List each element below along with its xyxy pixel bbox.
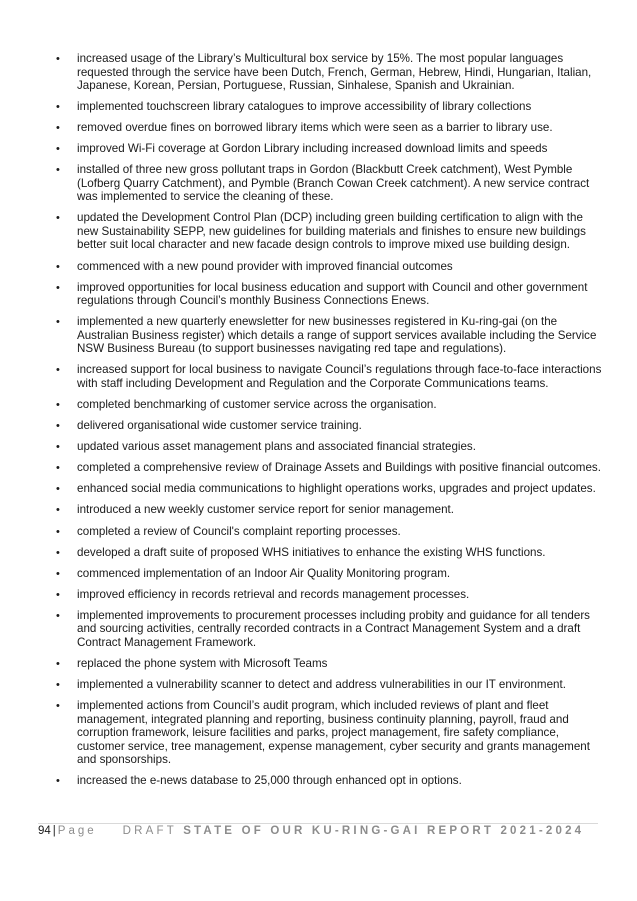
list-item: [50, 398, 605, 412]
list-item: [50, 461, 605, 475]
bullet-icon: •: [56, 316, 60, 329]
list-item-text: increased usage of the Library’s Multicultural box service by 15%. The most popular languages requested through the service have been Dutch, French, German, Hebrew, Hindi, Hungarian, Italian, Japanese, Korean, Persian, Portuguese, Russian, Sinhalese, Spanish and Ukrainian.: [77, 52, 592, 92]
bullet-icon: •: [56, 441, 60, 454]
list-item: [50, 419, 605, 433]
bullet-list: [50, 52, 605, 795]
list-item-text: enhanced social media communications to highlight operations works, upgrades and project updates.: [77, 482, 596, 496]
bullet-icon: •: [56, 53, 60, 65]
report-title: [123, 825, 585, 837]
list-item-text: commenced implementation of an Indoor Air Quality Monitoring program.: [77, 566, 451, 580]
bullet-icon: •: [56, 122, 60, 135]
list-item-text: updated the Development Control Plan (DCP) including green building certification to align with the new Sustainability SEPP, new guidelines for building materials and finishes to ensure new buildings better suit local character and new facade design controls to improve mixed use building design.: [77, 211, 586, 252]
list-item: [50, 100, 605, 114]
list-item-text: replaced the phone system with Microsoft Teams: [77, 656, 328, 670]
bullet-icon: •: [56, 679, 60, 692]
bullet-icon: •: [56, 143, 60, 156]
list-item: [50, 440, 605, 454]
page-footer: [38, 823, 598, 837]
draft-label: DRAFT: [122, 825, 177, 837]
bullet-icon: •: [56, 588, 60, 601]
report-name: STATE OF OUR KU-RING-GAI REPORT 2021-2024: [183, 825, 585, 837]
list-item: [50, 315, 605, 356]
list-item-text: improved efficiency in records retrieval and records management processes.: [77, 587, 470, 601]
bullet-icon: •: [56, 260, 60, 273]
list-item: [50, 281, 605, 308]
bullet-icon: •: [56, 525, 60, 538]
list-item-text: improved Wi-Fi coverage at Gordon Library including increased download limits and speeds: [77, 142, 548, 156]
bullet-icon: •: [56, 164, 60, 177]
bullet-icon: •: [56, 212, 60, 225]
list-item: [50, 482, 605, 496]
list-item: [50, 609, 605, 650]
list-item: [50, 260, 605, 274]
list-item: [50, 121, 605, 135]
list-item: [50, 503, 605, 517]
list-item: [50, 588, 605, 602]
list-item-text: implemented a new quarterly enewsletter for new businesses registered in Ku-ring-gai (on the Australian Business register) which details a range of support services available including the Service NSW Business Bureau (to support businesses navigating red tape and regulations).: [77, 315, 597, 356]
list-item-text: commenced with a new pound provider with improved financial outcomes: [77, 259, 453, 273]
list-item-text: completed benchmarking of customer service across the organisation.: [77, 397, 437, 411]
bullet-icon: •: [56, 775, 60, 788]
list-item-text: completed a review of Council's complaint reporting processes.: [77, 524, 401, 538]
bullet-icon: •: [56, 483, 60, 496]
list-item-text: developed a draft suite of proposed WHS initiatives to enhance the existing WHS functions.: [77, 545, 546, 559]
bullet-icon: •: [56, 567, 60, 580]
list-item-text: increased support for local business to navigate Council’s regulations through face-to-face interactions with staff including Development and Regulation and the Corporate Communications teams.: [77, 363, 602, 390]
list-item: [50, 657, 605, 671]
bullet-icon: •: [56, 504, 60, 517]
list-item: [50, 546, 605, 560]
list-item: [50, 363, 605, 390]
list-item-text: implemented improvements to procurement processes including probity and guidance for all tenders and sourcing activities, centrally recorded contracts in a Contract Management System and a draft Contract Management Framework.: [77, 608, 590, 649]
bullet-icon: •: [56, 609, 60, 622]
list-item-text: implemented touchscreen library catalogues to improve accessibility of library collections: [77, 100, 532, 114]
list-item: [50, 774, 605, 788]
page-label: Page: [57, 825, 97, 837]
bullet-icon: •: [56, 700, 60, 713]
bullet-icon: •: [56, 462, 60, 475]
list-item-text: removed overdue fines on borrowed library items which were seen as a barrier to library use.: [77, 121, 553, 135]
list-item: [50, 525, 605, 539]
list-item-text: improved opportunities for local business education and support with Council and other government regulations through Council’s monthly Business Connections Enews.: [77, 280, 588, 308]
bullet-icon: •: [56, 364, 60, 377]
list-item-text: increased the e-news database to 25,000 through enhanced opt in options.: [77, 774, 462, 788]
bullet-icon: •: [56, 420, 60, 433]
list-item-text: introduced a new weekly customer service report for senior management.: [77, 503, 454, 517]
list-item: [50, 52, 605, 93]
list-item: [50, 678, 605, 692]
list-item-text: updated various asset management plans and associated financial strategies.: [77, 440, 476, 454]
footer-separator: |: [52, 825, 56, 837]
list-item: [50, 699, 605, 767]
bullet-icon: •: [56, 281, 60, 294]
list-item: [50, 211, 605, 252]
list-item-text: completed a comprehensive review of Drainage Assets and Buildings with positive financial outcomes.: [77, 461, 601, 475]
bullet-icon: •: [56, 398, 60, 411]
bullet-icon: •: [56, 546, 60, 559]
list-item: [50, 142, 605, 156]
bullet-icon: •: [56, 657, 60, 670]
list-item-text: installed of three new gross pollutant traps in Gordon (Blackbutt Creek catchment), West Pymble (Lofberg Quarry Catchment), and Pymble (Branch Cowan Creek catchment). A new service contract was implemented to service the cleaning of these.: [77, 163, 590, 204]
list-item: [50, 567, 605, 581]
list-item-text: implemented actions from Council’s audit program, which included reviews of plant and fleet management, integrated planning and reporting, business continuity planning, payroll, fraud and corruption framework, leisure facilities and parks, project management, fire safety compliance, customer service, tree management, expense management, cyber security and grants management and sponsorships.: [77, 699, 590, 767]
page-number: 94: [38, 825, 51, 837]
list-item: [50, 163, 605, 204]
list-item-text: implemented a vulnerability scanner to detect and address vulnerabilities in our IT environment.: [77, 678, 566, 692]
list-item-text: delivered organisational wide customer service training.: [77, 419, 362, 433]
bullet-icon: •: [56, 101, 60, 114]
